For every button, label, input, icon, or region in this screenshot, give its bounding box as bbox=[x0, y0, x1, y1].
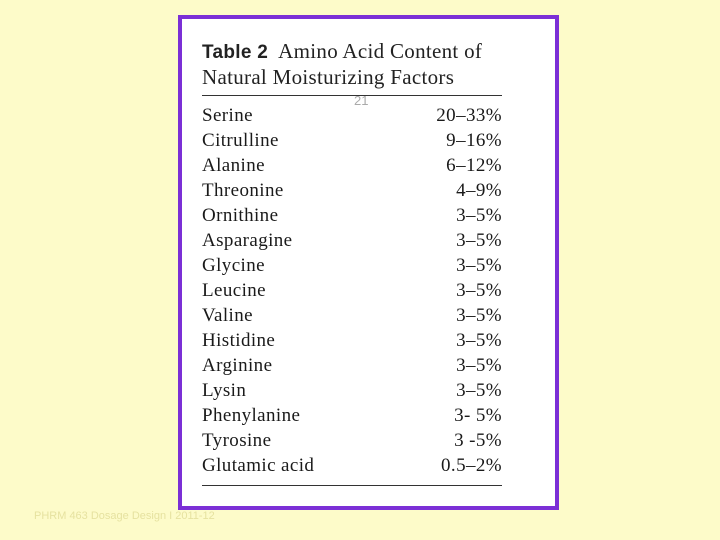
amino-acid-name: Glutamic acid bbox=[202, 455, 315, 476]
table-top-rule bbox=[202, 95, 502, 96]
table-subtitle: Natural Moisturizing Factors bbox=[202, 65, 455, 89]
amino-acid-name: Lysin bbox=[202, 380, 247, 401]
amino-acid-table bbox=[202, 105, 502, 480]
table-title bbox=[202, 39, 482, 64]
table-row bbox=[202, 155, 502, 180]
amino-acid-percent: 3–5% bbox=[456, 280, 502, 301]
amino-acid-percent: 3–5% bbox=[456, 380, 502, 401]
table-row bbox=[202, 180, 502, 205]
amino-acid-name: Serine bbox=[202, 105, 253, 126]
amino-acid-name: Histidine bbox=[202, 330, 276, 351]
table-label: Table 2 bbox=[202, 42, 269, 63]
amino-acid-name: Tyrosine bbox=[202, 430, 272, 451]
amino-acid-percent: 3- 5% bbox=[454, 405, 502, 426]
amino-acid-name: Arginine bbox=[202, 355, 273, 376]
amino-acid-percent: 3–5% bbox=[456, 330, 502, 351]
table-row bbox=[202, 105, 502, 130]
amino-acid-percent: 9–16% bbox=[446, 130, 502, 151]
amino-acid-percent: 6–12% bbox=[446, 155, 502, 176]
amino-acid-name: Asparagine bbox=[202, 230, 293, 251]
amino-acid-name: Threonine bbox=[202, 180, 284, 201]
amino-acid-percent: 20–33% bbox=[436, 105, 502, 126]
table-row bbox=[202, 330, 502, 355]
table-row bbox=[202, 230, 502, 255]
amino-acid-percent: 3–5% bbox=[456, 230, 502, 251]
amino-acid-name: Leucine bbox=[202, 280, 266, 301]
amino-acid-name: Alanine bbox=[202, 155, 265, 176]
table-row bbox=[202, 355, 502, 380]
table-row bbox=[202, 255, 502, 280]
amino-acid-percent: 0.5–2% bbox=[441, 455, 502, 476]
table-row bbox=[202, 455, 502, 480]
amino-acid-percent: 3–5% bbox=[456, 205, 502, 226]
amino-acid-name: Citrulline bbox=[202, 130, 279, 151]
amino-acid-percent: 3 -5% bbox=[454, 430, 502, 451]
amino-acid-percent: 3–5% bbox=[456, 305, 502, 326]
slide-footer: PHRM 463 Dosage Design I 2011-12 bbox=[34, 510, 215, 522]
table-image-frame bbox=[178, 15, 559, 510]
table-title-text: Amino Acid Content of bbox=[278, 39, 483, 63]
amino-acid-name: Ornithine bbox=[202, 205, 279, 226]
table-row bbox=[202, 430, 502, 455]
amino-acid-percent: 3–5% bbox=[456, 255, 502, 276]
amino-acid-percent: 4–9% bbox=[456, 180, 502, 201]
table-row bbox=[202, 130, 502, 155]
slide-number: 21 bbox=[354, 93, 369, 108]
amino-acid-name: Glycine bbox=[202, 255, 265, 276]
amino-acid-name: Phenylanine bbox=[202, 405, 301, 426]
table-row bbox=[202, 405, 502, 430]
table-row bbox=[202, 280, 502, 305]
table-row bbox=[202, 205, 502, 230]
table-row bbox=[202, 380, 502, 405]
amino-acid-percent: 3–5% bbox=[456, 355, 502, 376]
table-row bbox=[202, 305, 502, 330]
table-bottom-rule bbox=[202, 485, 502, 486]
amino-acid-name: Valine bbox=[202, 305, 253, 326]
